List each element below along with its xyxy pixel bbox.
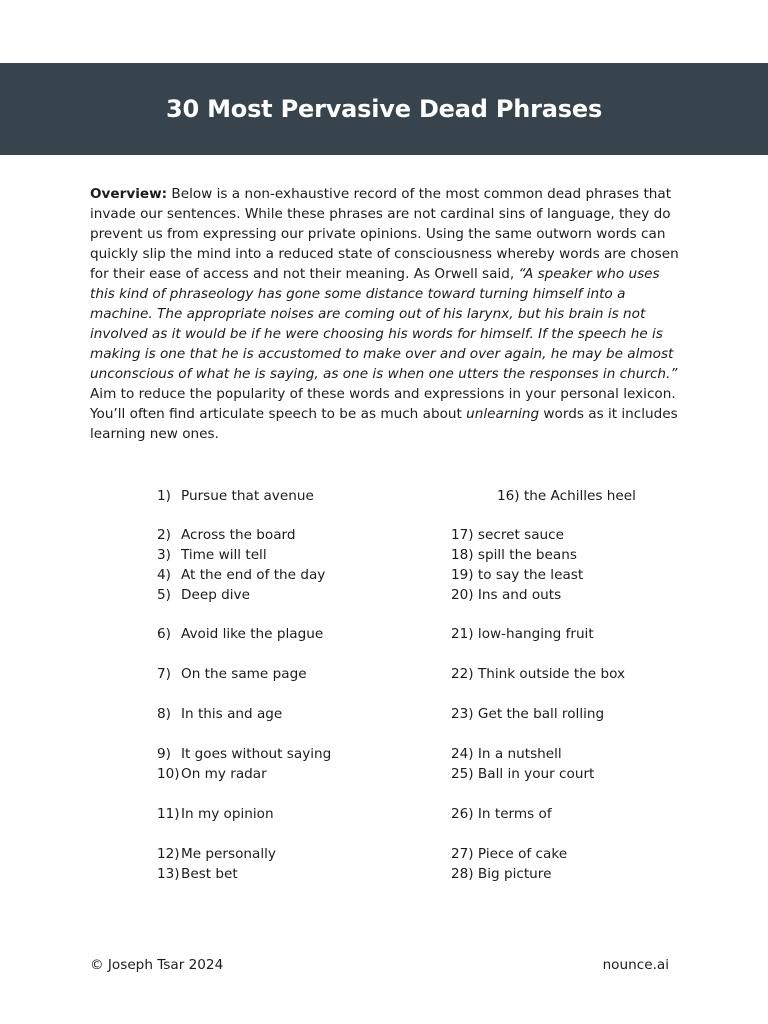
list-item-number: 12) bbox=[157, 846, 180, 862]
list-item: 16) the Achilles heel bbox=[497, 488, 636, 504]
footer-copyright: © Joseph Tsar 2024 bbox=[90, 957, 224, 973]
list-item-number: 8) bbox=[157, 706, 171, 722]
list-item: 26) In terms of bbox=[451, 806, 552, 822]
list-item-text: Deep dive bbox=[181, 587, 250, 603]
list-item bbox=[157, 864, 238, 884]
list-item-number: 7) bbox=[157, 666, 171, 682]
list-item: 24) In a nutshell bbox=[451, 746, 562, 762]
list-item bbox=[157, 764, 267, 784]
list-item: 21) low-hanging fruit bbox=[451, 626, 594, 642]
list-item bbox=[157, 585, 250, 605]
overview-intro: Below is a non-exhaustive record of the most common dead phrases that invade our sentences. While these phrases are not cardinal sins of language, they do prevent us from expressing our private opinions. Using the same outworn words can quickly slip the mind into a reduced state of consciousness whereby words are chosen for their ease of access and not their meaning. As Orwell said, bbox=[90, 186, 679, 282]
list-item-text: Best bet bbox=[181, 866, 238, 882]
list-item bbox=[157, 545, 267, 565]
list-item bbox=[157, 624, 323, 644]
list-item-number: 5) bbox=[157, 587, 171, 603]
orwell-quote: “A speaker who uses this kind of phraseology has gone some distance toward turning himself into a machine. The appropriate noises are coming out of his larynx, but his brain is not involved as it would be if he were choosing his words for himself. If the speech he is making is one that he is accustomed to make over and over again, he may be almost unconscious of what he is saying, as one is when one utters the responses in church.” bbox=[90, 266, 678, 382]
list-item-text: In my opinion bbox=[181, 806, 274, 822]
list-item: 27) Piece of cake bbox=[451, 846, 568, 862]
overview-end: words as it includes learning new ones. bbox=[90, 406, 678, 442]
list-item-number: 2) bbox=[157, 527, 171, 543]
list-item: 22) Think outside the box bbox=[451, 666, 626, 682]
list-item-text: On the same page bbox=[181, 666, 307, 682]
list-item: 23) Get the ball rolling bbox=[451, 706, 605, 722]
list-item-text: Avoid like the plague bbox=[181, 626, 324, 642]
list-item bbox=[157, 664, 307, 684]
list-item bbox=[157, 565, 325, 585]
title-banner bbox=[0, 63, 768, 155]
list-item-number: 11) bbox=[157, 806, 180, 822]
list-item: 18) spill the beans bbox=[451, 547, 577, 563]
list-item bbox=[157, 844, 276, 864]
list-item bbox=[157, 704, 282, 724]
list-item-number: 13) bbox=[157, 866, 180, 882]
list-item: 25) Ball in your court bbox=[451, 766, 595, 782]
list-item-number: 10) bbox=[157, 766, 180, 782]
list-item bbox=[157, 486, 314, 506]
list-item-text: On my radar bbox=[181, 766, 267, 782]
list-item-text: In this and age bbox=[181, 706, 283, 722]
list-item-number: 9) bbox=[157, 746, 171, 762]
list-item-number: 1) bbox=[157, 488, 171, 504]
list-item bbox=[157, 804, 274, 824]
list-item-text: Across the board bbox=[181, 527, 296, 543]
list-item: 20) Ins and outs bbox=[451, 587, 562, 603]
list-item-text: It goes without saying bbox=[181, 746, 332, 762]
overview-middle: Aim to reduce the popularity of these words and expressions in your personal lexicon. You’ll often find articulate speech to be as much about bbox=[90, 386, 676, 422]
list-item-text: Pursue that avenue bbox=[181, 488, 314, 504]
list-item: 17) secret sauce bbox=[451, 527, 565, 543]
list-item bbox=[157, 744, 331, 764]
footer-site: nounce.ai bbox=[602, 957, 669, 973]
overview-label: Overview: bbox=[90, 186, 168, 202]
list-item bbox=[157, 525, 296, 545]
list-item-text: At the end of the day bbox=[181, 567, 326, 583]
list-item: 19) to say the least bbox=[451, 567, 584, 583]
page-title: 30 Most Pervasive Dead Phrases bbox=[165, 95, 603, 123]
list-item: 28) Big picture bbox=[451, 866, 552, 882]
list-item-number: 6) bbox=[157, 626, 171, 642]
list-item-text: Time will tell bbox=[181, 547, 267, 563]
list-item-number: 3) bbox=[157, 547, 171, 563]
list-item-number: 4) bbox=[157, 567, 171, 583]
list-item-text: Me personally bbox=[181, 846, 276, 862]
overview-emphasis: unlearning bbox=[466, 406, 540, 422]
overview-paragraph bbox=[90, 184, 680, 444]
